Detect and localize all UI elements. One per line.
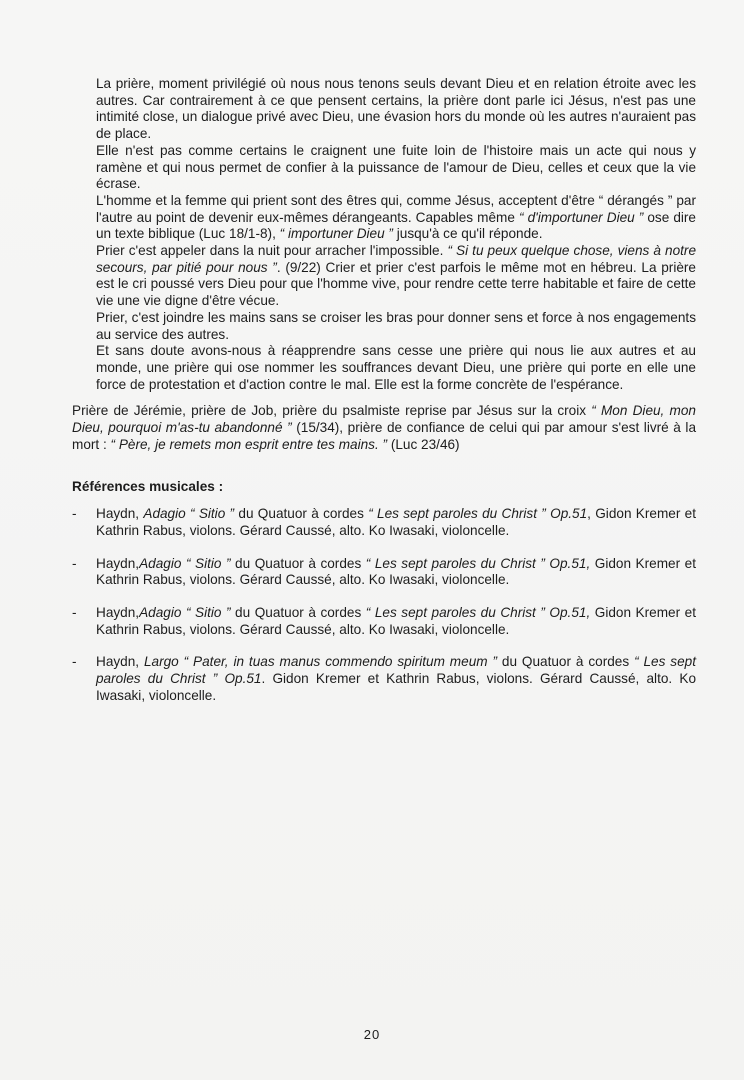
text-run: Et sans doute avons-nous à réapprendre sans cesse une prière qui nous lie aux autres et au monde, une prière qui ose nommer les souffrances devant Dieu, une prière qui porte en elle une force de protestation et d'action contre le mal. Elle est la forme concrète de l'espérance.	[96, 343, 696, 392]
text-run: La prière, moment privilégié où nous nous tenons seuls devant Dieu et en relation étroite avec les autres. Car contrairement à ce que pensent certains, la prière dont parle ici Jésus, n'est pas une intimité close, un dialogue privé avec Dieu, une évasion hors du monde où les autres n'auraient pas de place.	[96, 76, 696, 142]
text-run: (Luc 23/46)	[387, 436, 460, 452]
reference-text	[96, 605, 696, 637]
text-run: Gidon Kremer et Kathrin Rabus, violons. Gérard Caussé, alto. Ko Iwasaki, violoncelle.	[96, 555, 696, 588]
text-run: . (9/22) Crier et prier c'est parfois le même mot en hébreu. La prière est le cri poussé vers Dieu pour que l'homme vive, pour rendre cette terre habitable et faire de cette vie une vie digne d'être vécue.	[96, 259, 696, 309]
reference-text	[96, 654, 696, 702]
paragraph	[96, 310, 696, 343]
text-run: du Quatuor à cordes	[230, 604, 366, 620]
italic-text: “ Les sept paroles du Christ ” Op.51,	[365, 555, 591, 571]
text-run: Prier, c'est joindre les mains sans se croiser les bras pour donner sens et force à nos engagements au service des autres.	[96, 309, 696, 342]
text-run: Haydn,	[96, 654, 144, 670]
text-run: jusqu'à ce qu'il réponde.	[392, 226, 543, 242]
list-dash: -	[72, 654, 77, 670]
reference-text	[96, 506, 696, 538]
italic-text: “ importuner Dieu ”	[279, 226, 393, 242]
paragraph	[96, 243, 696, 310]
italic-text: “ d'importuner Dieu ”	[518, 209, 644, 225]
paragraph	[96, 143, 696, 193]
italic-text: “ Les sept paroles du Christ ” Op.51	[368, 506, 588, 522]
italic-text: Adagio “ Sitio ”	[143, 506, 235, 522]
text-run: . Gidon Kremer et Kathrin Rabus, violons. Gérard Caussé, alto. Ko Iwasaki, violoncelle.	[96, 671, 697, 703]
reference-item	[72, 605, 696, 638]
paragraph	[96, 193, 696, 243]
italic-text: “ Mon Dieu, mon Dieu, pourquoi m'as-tu abandonné ”	[72, 403, 696, 436]
document-body	[72, 76, 696, 721]
italic-text: Adagio “ Sitio ”	[139, 555, 231, 571]
reference-item	[72, 506, 696, 539]
references-list	[72, 506, 696, 704]
list-dash: -	[72, 506, 77, 522]
text-run: du Quatuor à cordes	[234, 506, 369, 522]
text-run: Haydn,	[96, 555, 140, 571]
italic-text: Largo “ Pater, in tuas manus commendo spiritum meum ”	[143, 654, 497, 670]
text-run: Prier c'est appeler dans la nuit pour arracher l'impossible.	[96, 243, 448, 259]
closing-paragraph	[72, 403, 696, 453]
paragraph	[96, 76, 696, 143]
text-run: , Gidon Kremer et Kathrin Rabus, violons. Gérard Caussé, alto. Ko Iwasaki, violoncelle.	[96, 506, 696, 538]
text-run: Prière de Jérémie, prière de Job, prière du psalmiste reprise par Jésus sur la croix	[72, 403, 592, 419]
italic-text: “ Les sept paroles du Christ ” Op.51,	[365, 604, 591, 620]
text-run: L'homme et la femme qui prient sont des êtres qui, comme Jésus, acceptent d'être “ dérangés ” par l'autre au point de devenir eux-mêmes dérangeants. Capables même	[96, 192, 696, 225]
text-run: (15/34), prière de confiance de celui qui par amour s'est livré à la mort :	[72, 420, 697, 452]
text-run: du Quatuor à cordes	[230, 555, 366, 571]
references-heading: Références musicales :	[72, 479, 224, 495]
italic-text: “ Si tu peux quelque chose, viens à notre secours, par pitié pour nous ”	[96, 243, 696, 275]
list-dash: -	[72, 555, 77, 571]
text-run: Elle n'est pas comme certains le craignent une fuite loin de l'histoire mais un acte qui nous y ramène et qui nous permet de confier à la puissance de l'amour de Dieu, celles et ceux que la vie écrase.	[96, 142, 696, 192]
reference-item	[72, 654, 696, 704]
reference-item	[72, 556, 696, 589]
indented-paragraphs	[72, 76, 696, 393]
list-dash: -	[72, 604, 77, 620]
text-run: Haydn,	[96, 506, 144, 522]
text-run: Gidon Kremer et Kathrin Rabus, violons. Gérard Caussé, alto. Ko Iwasaki, violoncelle.	[96, 604, 696, 637]
reference-text	[96, 556, 696, 588]
text-run: du Quatuor à cordes	[497, 654, 635, 670]
paragraph	[96, 343, 696, 393]
italic-text: “ Père, je remets mon esprit entre tes mains. ”	[110, 436, 388, 452]
text-run: Haydn,	[96, 604, 140, 620]
page-number: 20	[363, 1027, 381, 1042]
italic-text: “ Les sept paroles du Christ ” Op.51	[96, 654, 696, 687]
text-run: ose dire un texte biblique (Luc 18/1-8),	[96, 209, 696, 242]
italic-text: Adagio “ Sitio ”	[139, 604, 231, 620]
